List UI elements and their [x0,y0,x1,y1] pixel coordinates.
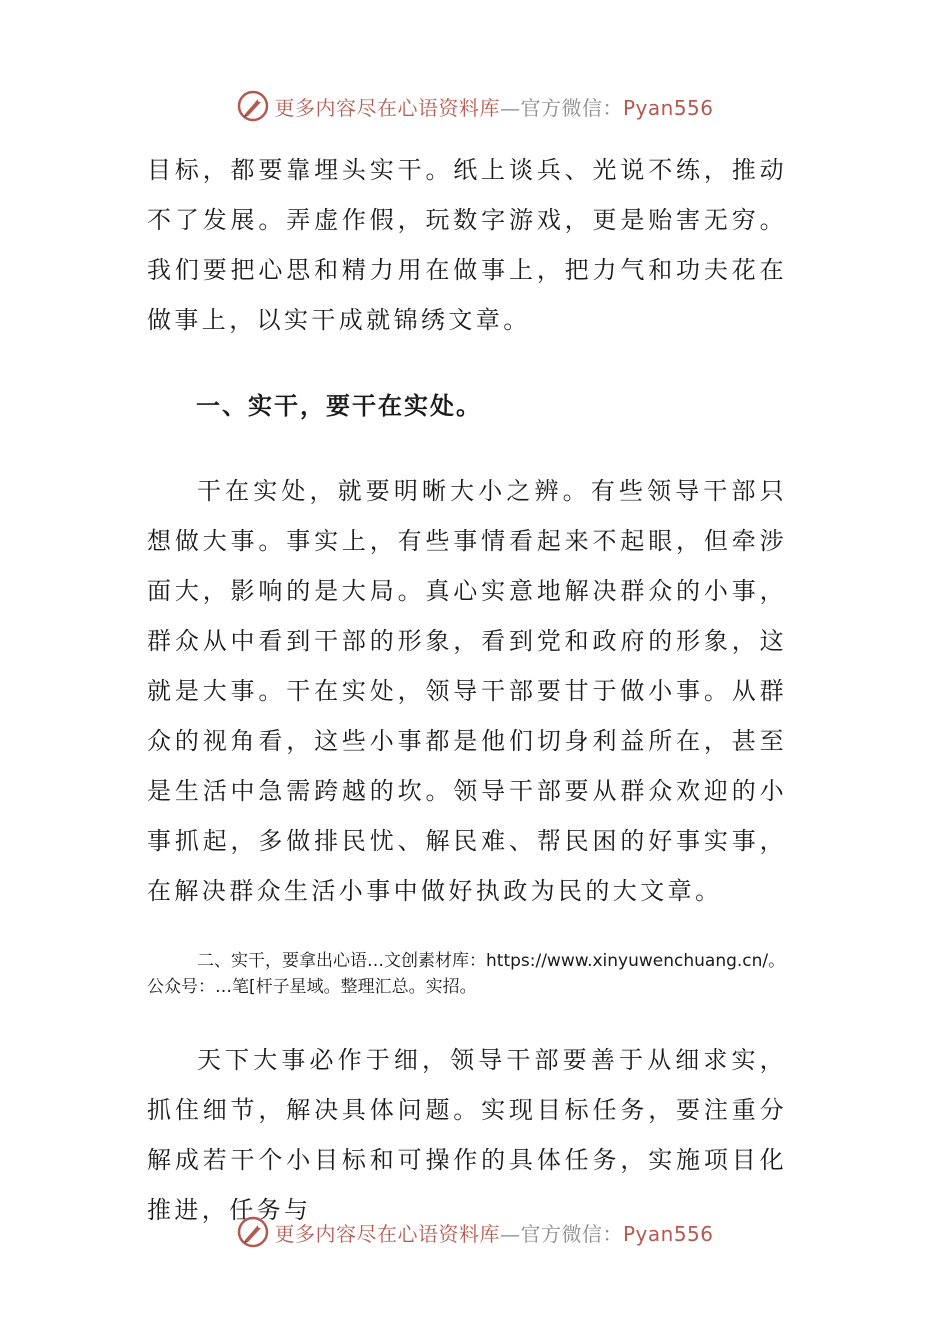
header-banner-id: Pyan556 [622,95,714,120]
footer-banner-text [274,1218,713,1247]
header-banner-sep: — [499,95,521,120]
paragraph-2: 干在实处，就要明晰大小之辨。有些领导干部只想做大事。事实上，有些事情看起来不起眼，但牵涉面大，影响的是大局。真心实意地解决群众的小事，群众从中看到干部的形象，看到党和政府的形象，这就是大事。干在实处，领导干部要甘于做小事。从群众的视角看，这些小事都是他们切身利益所在，甚至是生活中急需跨越的坎。领导干部要从群众欢迎的小事抓起，多做排民忧、解民难、帮民困的好事实事，在解决群众生活小事中做好执政为民的大文章。 [147,477,787,905]
header-banner [0,86,950,126]
section-heading-1: 一、实干，要干在实处。 [196,392,482,420]
header-banner-red: 更多内容尽在心语资料库 [274,95,500,120]
header-banner-rest: 官方微信： [520,95,623,120]
footer-banner [0,1212,950,1252]
paragraph-2-container [147,466,787,916]
paragraph-3: 天下大事必作于细，领导干部要善于从细求实，抓住细节，解决具体问题。实现目标任务，要注重分解成若干个小目标和可操作的具体任务，实施项目化推进，任务与 [147,1046,787,1224]
paragraph-3-container [147,1035,787,1235]
footer-banner-id: Pyan556 [622,1221,714,1246]
paragraph-1: 目标，都要靠埋头实干。纸上谈兵、光说不练，推动不了发展。弄虚作假，玩数字游戏，更是贻害无穷。我们要把心思和精力用在做事上，把力气和功夫花在做事上，以实干成就锦绣文章。 [147,156,787,334]
header-banner-text [274,92,713,121]
paragraph-1-container [147,145,787,345]
footer-banner-sep: — [499,1221,521,1246]
section-note: 二、实干，要拿出心语…文创素材库：https://www.xinyuwenchuang.cn/。公众号：…笔[杆子星域。整理汇总。实招。 [147,951,786,997]
pen-circle-logo-icon [236,1215,270,1249]
footer-banner-rest: 官方微信： [520,1221,623,1246]
pen-circle-logo-icon [236,89,270,123]
footer-banner-red: 更多内容尽在心语资料库 [274,1221,500,1246]
